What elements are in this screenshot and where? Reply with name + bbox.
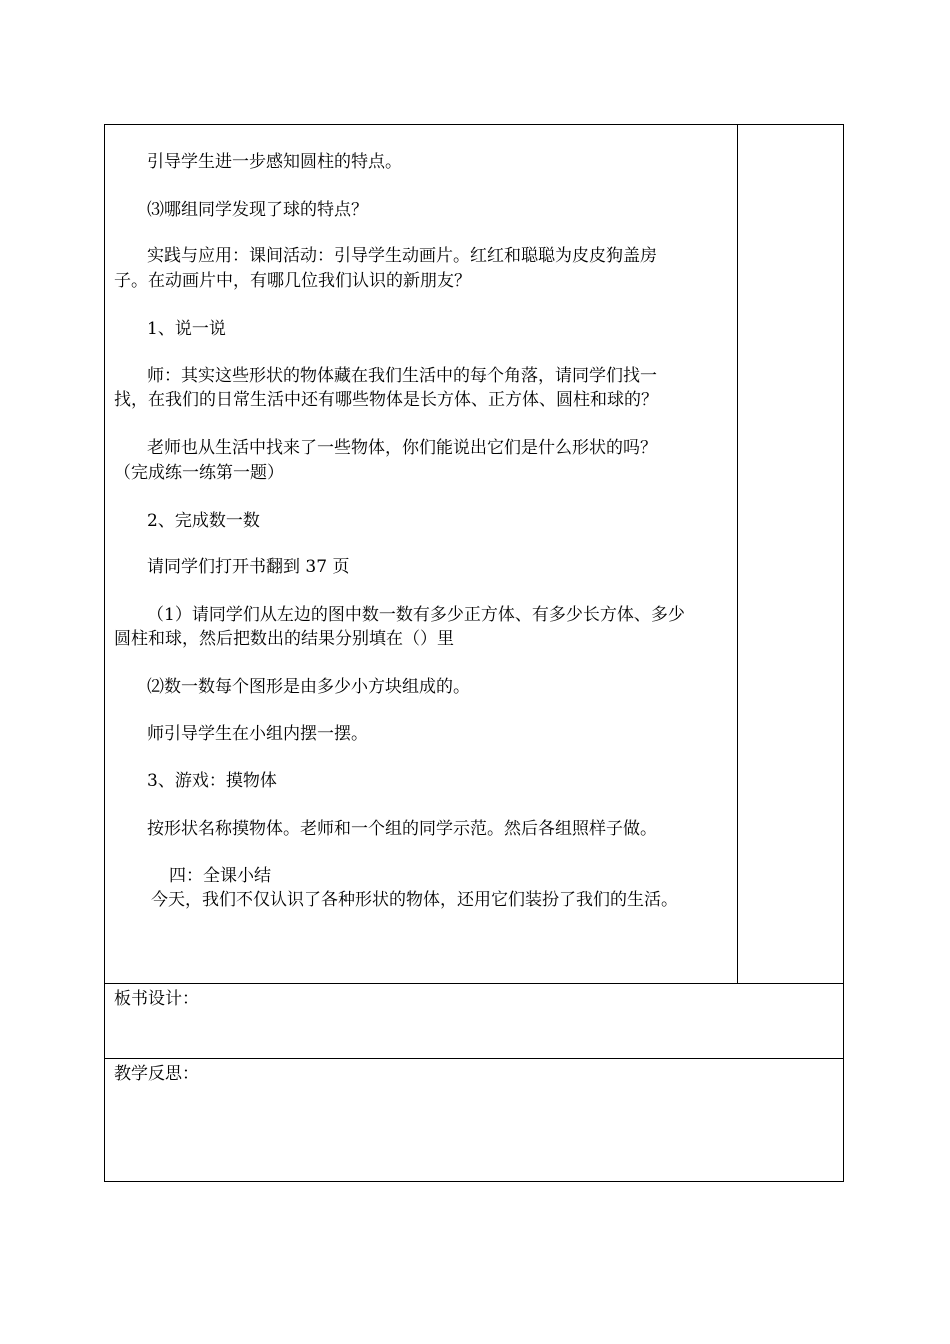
text-line: 找，在我们的日常生活中还有哪些物体是长方体、正方体、圆柱和球的？ (114, 390, 658, 410)
text-line: ⑶哪组同学发现了球的特点？ (147, 200, 368, 220)
text-line: 3、游戏：摸物体 (147, 771, 277, 791)
text-line: 师引导学生在小组内摆一摆。 (147, 724, 368, 744)
row-divider (105, 983, 843, 984)
text-line: 今天，我们不仅认识了各种形状的物体，还用它们装扮了我们的生活。 (151, 890, 678, 910)
reflection-label: 教学反思： (114, 1064, 199, 1084)
row-divider (105, 1058, 843, 1059)
text-line: 子。在动画片中，有哪几位我们认识的新朋友？ (114, 271, 471, 291)
text-line: 按形状名称摸物体。老师和一个组的同学示范。然后各组照样子做。 (147, 819, 657, 839)
text-line: 2、完成数一数 (147, 511, 260, 531)
text-line: 1、说一说 (147, 319, 226, 339)
lesson-table (104, 124, 844, 1182)
section-heading: 四：全课小结 (169, 866, 271, 886)
board-design-label: 板书设计： (114, 989, 199, 1009)
text-line: 圆柱和球，然后把数出的结果分别填在（）里 (114, 629, 454, 649)
text-line: （完成练一练第一题） (114, 463, 284, 483)
text-line: 师：其实这些形状的物体藏在我们生活中的每个角落，请同学们找一 (147, 366, 657, 386)
lesson-content-cell (105, 125, 738, 983)
notes-cell (738, 125, 843, 983)
text-line: ⑵数一数每个图形是由多少小方块组成的。 (147, 677, 470, 697)
text-line: （1）请同学们从左边的图中数一数有多少正方体、有多少长方体、多少 (147, 605, 685, 625)
text-line: 实践与应用：课间活动：引导学生动画片。红红和聪聪为皮皮狗盖房 (147, 246, 657, 266)
text-line: 老师也从生活中找来了一些物体，你们能说出它们是什么形状的吗？ (147, 438, 657, 458)
text-line: 引导学生进一步感知圆柱的特点。 (147, 152, 402, 172)
text-line: 请同学们打开书翻到 37 页 (147, 557, 350, 577)
